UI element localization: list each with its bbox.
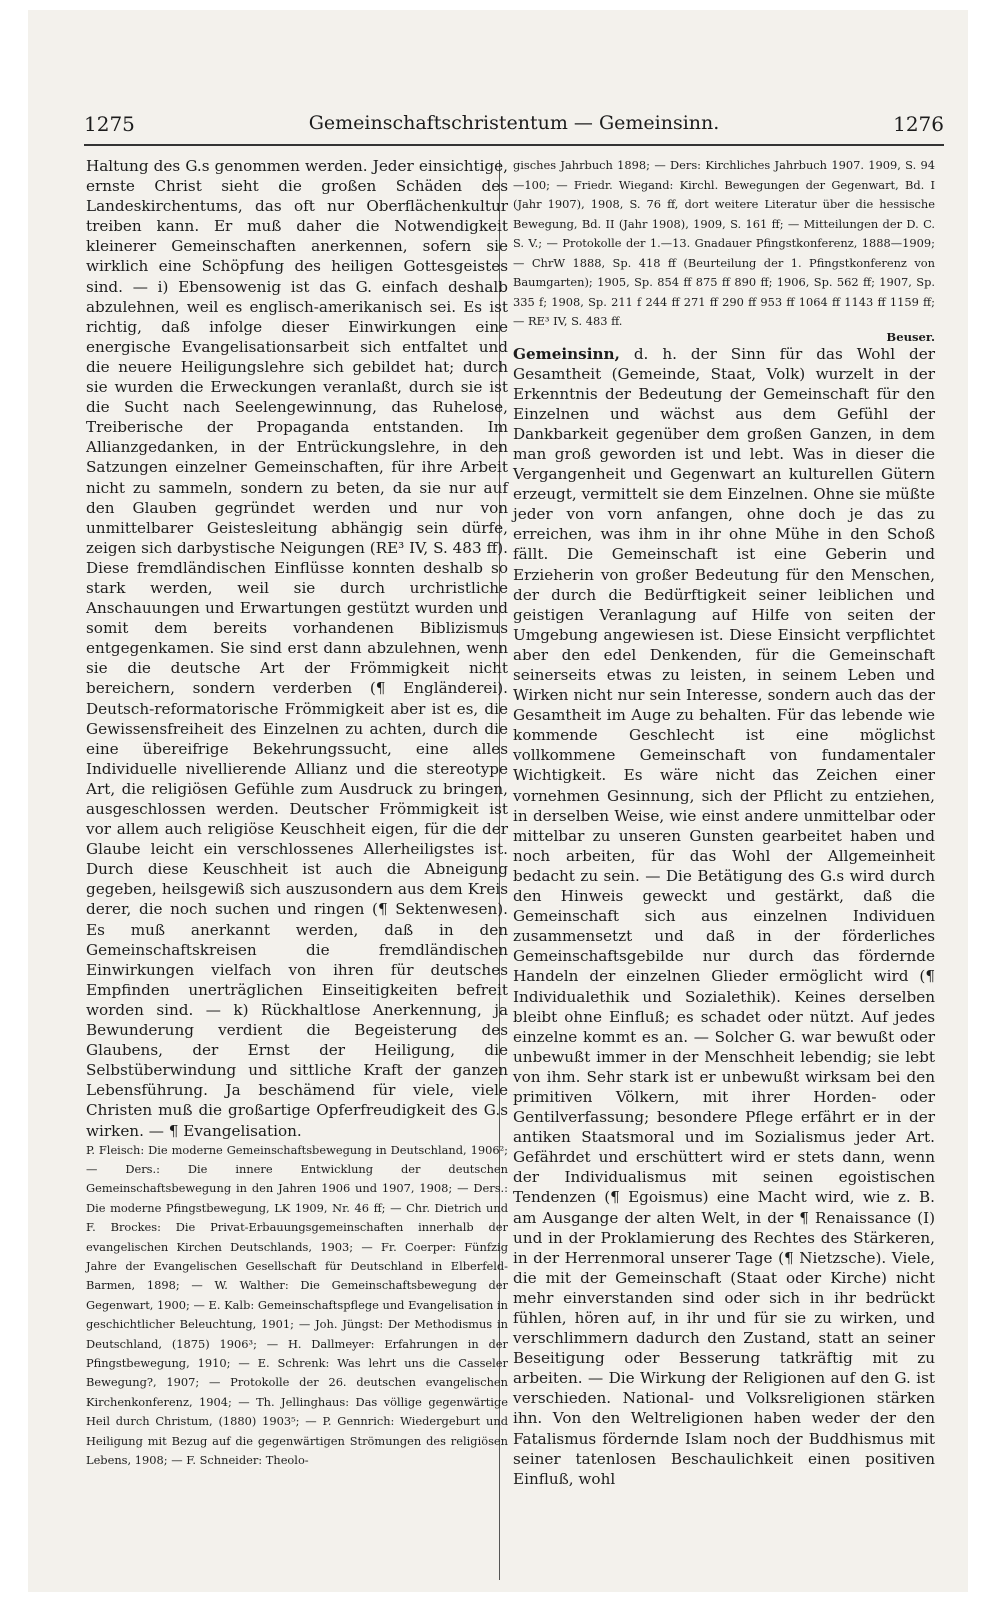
running-title: Gemeinschaftschristentum — Gemeinsinn.	[308, 112, 720, 134]
left-body-text: Haltung des G.s genommen werden. Jeder einsichtige, ernste Christ sieht die großen Schäden des Landeskirchentums, das oft nur Oberflächenkultur treiben kann. Er muß daher die Notwendigkeit kleinerer Gemeinschaften anerkennen, sofern sie wirklich eine Schöpfung des heiligen Gottesgeistes sind. — i) Ebensowenig ist das G. einfach deshalb abzulehnen, weil es englisch-amerikanisch sei. Es ist richtig, daß infolge dieser Einwirkungen eine energische Evangelisationsarbeit sich entfaltet und die neuere Heiligungslehre sich gebildet hat; durch sie wurden die Erweckungen veranlaßt, durch sie ist die Sucht nach Seelengewinnung, das Ruhelose, Treiberische der Propaganda entstanden. Im Allianzgedanken, in der Entrückungslehre, in den Satzungen einzelner Gemeinschaften, für ihre Arbeit nicht zu sammeln, sondern zu beten, da sie nur auf den Glauben gegründet werden und nur von unmittelbarer Geistesleitung abhängig sein dürfe, zeigen sich darbystische Neigungen (RE³ IV, S. 483 ff). Diese fremdländischen Einflüsse konnten deshalb so stark werden, weil sie durch urchristliche Anschauungen und Erwartungen gestützt wurden und somit dem bereits vorhandenen Biblizismus entgegenkamen. Sie sind erst dann abzulehnen, wenn sie die deutsche Art der Frömmigkeit nicht bereichern, sondern verderben (¶ Engländerei). Deutsch-reformatorische Frömmigkeit aber ist es, die Gewissensfreiheit des Einzelnen zu achten, durch die eine übereifrige Bekehrungssucht, eine alles Individuelle nivellierende Allianz und die stereotype Art, die religiösen Gefühle zum Ausdruck zu bringen, ausgeschlossen werden. Deutscher Frömmigkeit ist vor allem auch religiöse Keuschheit eigen, für die der Glaube leicht ein verschlossenes Allerheiligstes ist. Durch diese Keuschheit ist auch die Abneigung gegeben, heilsgewiß sich auszusondern aus dem Kreis derer, die noch suchen und ringen (¶ Sektenwesen). Es muß anerkannt werden, daß in den Gemeinschaftskreisen die fremdländischen Einwirkungen vielfach von ihren für deutsches Empfinden unerträglichen Einseitigkeiten befreit worden sind. — k) Rückhaltlose Anerkennung, ja Bewunderung verdient die Begeisterung des Glaubens, der Ernst der Heiligung, die Selbstüberwindung und sittliche Kraft der ganzen Lebensführung. Ja beschämend für viele, viele Christen muß die großartige Opferfreudigkeit des G.s wirken. — ¶ Evangelisation.	[86, 157, 508, 1140]
right-literature-continued: gisches Jahrbuch 1898; — Ders: Kirchliches Jahrbuch 1907. 1909, S. 94—100; — Friedr. Wiegand: Kirchl. Bewegungen der Gegenwart, Bd. I (Jahr 1907), 1908, S. 76 ff, dort weitere Literatur über die hessische Bewegung, Bd. II (Jahr 1908), 1909, S. 161 ff; — Mitteilungen der D. C. S. V.; — Protokolle der 1.—13. Gnadauer Pfingstkonferenz, 1888—1909; — ChrW 1888, Sp. 418 ff (Beurteilung der 1. Pfingstkonferenz von Baumgarten); 1905, Sp. 854 ff 875 ff 890 ff; 1906, Sp. 562 ff; 1907, Sp. 335 f; 1908, Sp. 211 f 244 ff 271 ff 290 ff 953 ff 1064 ff 1143 ff 1159 ff; — RE³ IV, S. 483 ff.	[513, 158, 935, 328]
author-signature: Beuser.	[886, 329, 935, 344]
left-literature: P. Fleisch: Die moderne Gemeinschaftsbewegung in Deutschland, 1906²; — Ders.: Die innere Entwicklung der deutschen Gemeinschaftsbewegung in den Jahren 1906 und 1907, 1908; — Ders.: Die moderne Pfingstbewegung, LK 1909, Nr. 46 ff; — Chr. Dietrich und F. Brockes: Die Privat-Erbauungsgemeinschaften innerhalb der evangelischen Kirchen Deutschlands, 1903; — Fr. Coerper: Fünfzig Jahre der Evangelischen Gesellschaft für Deutschland in Elberfeld-Barmen, 1898; — W. Walther: Die Gemeinschaftsbewegung der Gegenwart, 1900; — E. Kalb: Gemeinschaftspflege und Evangelisation in geschichtlicher Beleuchtung, 1901; — Joh. Jüngst: Der Methodismus in Deutschland, (1875) 1906³; — H. Dallmeyer: Erfahrungen in der Pfingstbewegung, 1910; — E. Schrenk: Was lehrt uns die Casseler Bewegung?, 1907; — Protokolle der 26. deutschen evangelischen Kirchenkonferenz, 1904; — Th. Jellinghaus: Das völlige gegenwärtige Heil durch Christum, (1880) 1903⁵; — P. Gennrich: Wiedergeburt und Heiligung mit Bezug auf die gegenwärtigen Strömungen des religiösen Lebens, 1908; — F. Schneider: Theolo-	[86, 1142, 508, 1468]
left-column	[86, 156, 508, 1471]
entry-gemeinsinn	[513, 344, 935, 1489]
page-header	[84, 110, 944, 146]
right-column	[513, 156, 935, 1489]
column-number-left: 1275	[84, 112, 135, 136]
column-number-right: 1276	[893, 112, 944, 136]
book-page	[28, 10, 968, 1592]
entry-body-text: d. h. der Sinn für das Wohl der Gesamtheit (Gemeinde, Staat, Volk) wurzelt in der Erkenntnis der Bedeutung der Gemeinschaft für den Einzelnen und wächst aus dem Gefühl der Dankbarkeit gegenüber dem großen Ganzen, in dem man groß geworden ist und lebt. Was in dieser die Vergangenheit und Gegenwart an kulturellen Gütern erzeugt, vermittelt sie dem Einzelnen. Ohne sie müßte jeder von vorn anfangen, ohne doch je das zu erreichen, was ihm in ihr ohne Mühe in den Schoß fällt. Die Gemeinschaft ist eine Geberin und Erzieherin von großer Bedeutung für den Menschen, der durch die Bedürftigkeit seiner leiblichen und geistigen Veranlagung auf Hilfe von seiten der Umgebung angewiesen ist. Diese Einsicht verpflichtet aber den edel Denkenden, für die Gemeinschaft seinerseits etwas zu leisten, in seinem Leben und Wirken nicht nur sein Interesse, sondern auch das der Gesamtheit im Auge zu behalten. Für das lebende wie kommende Geschlecht ist eine möglichst vollkommene Gemeinschaft von fundamentaler Wichtigkeit. Es wäre nicht das Zeichen einer vornehmen Gesinnung, sich der Pflicht zu entziehen, in derselben Weise, wie einst andere unmittelbar oder mittelbar zu unseren Gunsten gearbeitet haben und noch arbeiten, für das Wohl der Allgemeinheit bedacht zu sein. — Die Betätigung des G.s wird durch den Hinweis geweckt und gestärkt, daß die Gemeinschaft sich aus einzelnen Individuen zusammensetzt und daß in der förderliches Gemeinschaftsgebilde nur durch das fördernde Handeln der einzelnen Glieder ermöglicht wird (¶ Individualethik und Sozialethik). Keines derselben bleibt ohne Einfluß; es schadet oder nützt. Auf jedes einzelne kommt es an. — Solcher G. war bewußt oder unbewußt immer in der Menschheit lebendig; sie lebt von ihm. Sehr stark ist er unbewußt wirksam bei den primitiven Völkern, mit ihrer Horden- oder Gentilverfassung; besondere Pflege erfährt er in der antiken Staatsmoral und im Sozialismus jeder Art. Gefährdet und erschüttert wird er stets dann, wenn der Individualismus mit seinen egoistischen Tendenzen (¶ Egoismus) eine Macht wird, wie z. B. am Ausgange der alten Welt, in der ¶ Renaissance (I) und in der Proklamierung des Rechtes des Stärkeren, in der Herrenmoral unserer Tage (¶ Nietzsche). Viele, die mit der Gemeinschaft (Staat oder Kirche) nicht mehr einverstanden sind oder sich in ihr bedrückt fühlen, hören auf, in ihr und für sie zu wirken, und verschlimmern dadurch den Zustand, statt an seiner Beseitigung oder Besserung tatkräftig mit zu arbeiten. — Die Wirkung der Religionen auf den G. ist verschieden. National- und Volksreligionen stärken ihn. Von den Weltreligionen haben weder der den Fatalismus fördernde Islam noch der Buddhismus mit seiner tatenlosen Beschaulichkeit einen positiven Einfluß, wohl	[513, 344, 935, 1488]
entry-heading: Gemeinsinn,	[513, 344, 620, 363]
